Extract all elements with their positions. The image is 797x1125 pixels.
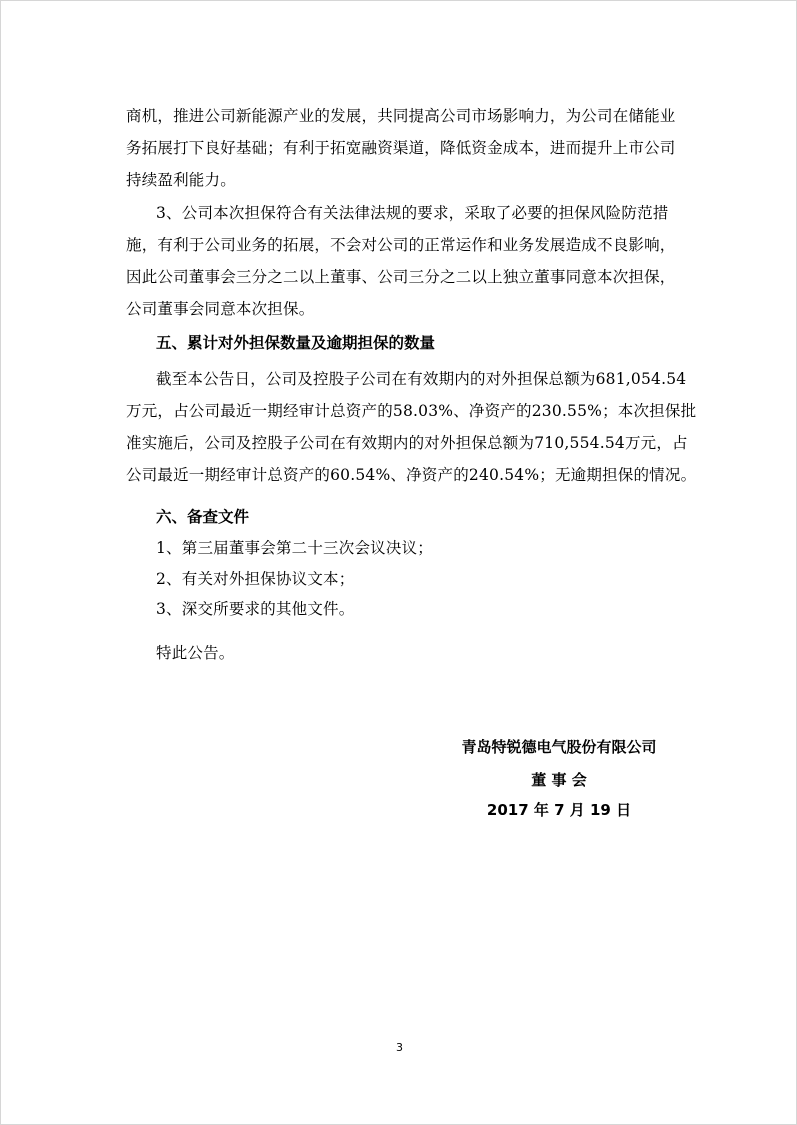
list-item: 2、有关对外担保协议文本； [156, 570, 355, 588]
paragraph-line: 公司董事会同意本次担保。 [126, 300, 315, 318]
page-number: 3 [396, 1041, 403, 1054]
paragraph-line: 施，有利于公司业务的拓展，不会对公司的正常运作和业务发展造成不良影响， [126, 236, 676, 254]
paragraph-line: 公司最近一期经审计总资产的60.54%、净资产的240.54%；无逾期担保的情况。 [126, 466, 697, 484]
signature-date: 2017 年 7 月 19 日 [486, 801, 632, 819]
list-item: 3、深交所要求的其他文件。 [156, 600, 355, 618]
paragraph-line: 商机，推进公司新能源产业的发展，共同提高公司市场影响力，为公司在储能业 [126, 107, 676, 125]
signature-company: 青岛特锐德电气股份有限公司 [461, 738, 657, 756]
closing-text: 特此公告。 [156, 644, 235, 662]
paragraph-line: 3、公司本次担保符合有关法律法规的要求，采取了必要的担保风险防范措 [156, 204, 669, 222]
paragraph-line: 准实施后，公司及控股子公司在有效期内的对外担保总额为710,554.54万元，占 [126, 434, 688, 452]
paragraph-line: 持续盈利能力。 [126, 171, 236, 189]
signature-board: 董 事 会 [531, 771, 587, 789]
section-heading: 五、累计对外担保数量及逾期担保的数量 [156, 334, 436, 352]
section-heading: 六、备查文件 [156, 508, 250, 526]
paragraph-line: 万元，占公司最近一期经审计总资产的58.03%、净资产的230.55%；本次担保批 [126, 402, 697, 420]
list-item: 1、第三届董事会第二十三次会议决议； [156, 539, 433, 557]
paragraph-line: 截至本公告日，公司及控股子公司在有效期内的对外担保总额为681,054.54 [156, 370, 687, 388]
paragraph-line: 因此公司董事会三分之二以上董事、公司三分之二以上独立董事同意本次担保， [126, 268, 676, 286]
paragraph-line: 务拓展打下良好基础；有利于拓宽融资渠道，降低资金成本，进而提升上市公司 [126, 139, 676, 157]
